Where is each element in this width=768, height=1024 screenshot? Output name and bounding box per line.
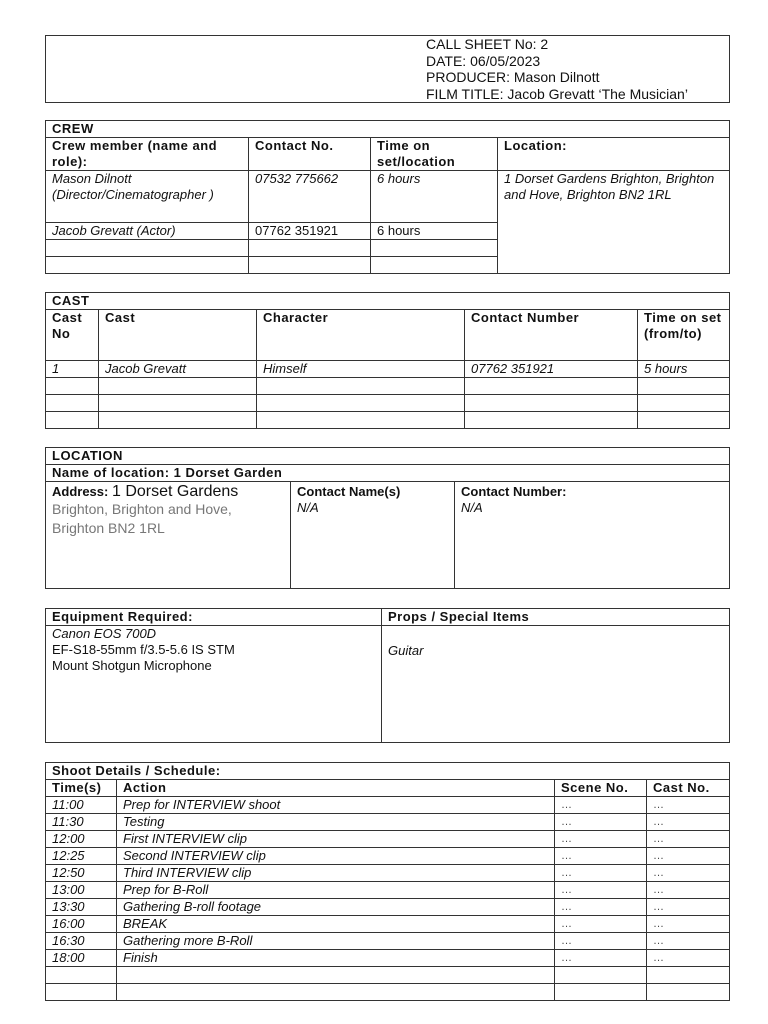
schedule-time: 12:50 [46,865,117,882]
schedule-cast: … [647,950,730,967]
cast-character: Himself [257,361,465,378]
schedule-scene: … [555,899,647,916]
schedule-rows [46,797,730,1001]
cast-time: 5 hours [638,361,730,378]
schedule-header-scene: Scene No. [555,780,647,797]
crew-table [45,120,730,274]
cast-no: 1 [46,361,99,378]
location-table [45,447,730,589]
equipment-camera: Canon EOS 700D [52,626,157,641]
schedule-action [117,967,555,984]
cast-empty-cell [465,412,638,429]
cast-contact: 07762 351921 [465,361,638,378]
cast-empty-cell [257,412,465,429]
cast-table [45,292,730,429]
crew-time: 6 hours [371,223,498,240]
crew-empty-cell [46,240,249,257]
schedule-cast: … [647,814,730,831]
crew-empty-cell [46,257,249,274]
cast-header-cast: Cast [99,310,257,361]
crew-contact: 07762 351921 [249,223,371,240]
schedule-scene: … [555,950,647,967]
contact-number-label: Contact Number: [461,484,567,499]
call-sheet-number: CALL SHEET No: 2 [426,36,549,52]
schedule-row [46,933,730,950]
schedule-scene: … [555,933,647,950]
schedule-scene: … [555,865,647,882]
contact-number-value: N/A [461,500,483,515]
schedule-time [46,967,117,984]
cast-empty-cell [99,395,257,412]
crew-member: Jacob Grevatt (Actor) [46,223,249,240]
cast-empty-cell [46,395,99,412]
crew-header-member: Crew member (name and role): [46,138,249,171]
schedule-scene: … [555,848,647,865]
cast-empty-cell [638,395,730,412]
cast-empty-cell [638,412,730,429]
schedule-action: Gathering more B-Roll [117,933,555,950]
schedule-action: Finish [117,950,555,967]
schedule-row [46,950,730,967]
crew-member: Mason Dilnott (Director/Cinematographer ) [46,171,249,223]
crew-header-location: Location: [498,138,730,171]
crew-title: CREW [46,121,730,138]
crew-empty-cell [249,240,371,257]
crew-header-time: Time on set/location [371,138,498,171]
schedule-row [46,916,730,933]
schedule-cast: … [647,797,730,814]
location-contact-number [455,482,730,589]
schedule-action: Gathering B-roll footage [117,899,555,916]
schedule-row [46,848,730,865]
schedule-action: Prep for B-Roll [117,882,555,899]
schedule-action: Third INTERVIEW clip [117,865,555,882]
schedule-action: First INTERVIEW clip [117,831,555,848]
cast-empty-cell [99,378,257,395]
location-address [46,482,291,589]
schedule-title: Shoot Details / Schedule: [46,763,730,780]
schedule-cast: … [647,865,730,882]
cast-empty-cell [465,395,638,412]
schedule-cast [647,984,730,1001]
schedule-row [46,899,730,916]
cast-header-time: Time on set (from/to) [638,310,730,361]
schedule-row [46,967,730,984]
schedule-scene: … [555,882,647,899]
schedule-action: Testing [117,814,555,831]
schedule-time: 13:00 [46,882,117,899]
cast-name: Jacob Grevatt [99,361,257,378]
schedule-action: Second INTERVIEW clip [117,848,555,865]
crew-contact: 07532 775662 [249,171,371,223]
schedule-scene: … [555,831,647,848]
schedule-cast: … [647,916,730,933]
cast-empty-cell [257,378,465,395]
schedule-scene: … [555,814,647,831]
producer: PRODUCER: Mason Dilnott [426,69,600,85]
header-table [45,35,730,103]
crew-time: 6 hours [371,171,498,223]
cast-empty-cell [46,412,99,429]
schedule-time [46,984,117,1001]
cast-title: CAST [46,293,730,310]
schedule-time: 11:30 [46,814,117,831]
schedule-cast: … [647,882,730,899]
film-title: FILM TITLE: Jacob Grevatt ‘The Musician’ [426,85,688,102]
contact-name-value: N/A [297,500,319,515]
address-main: 1 Dorset Gardens [111,483,239,500]
schedule-time: 12:00 [46,831,117,848]
schedule-scene: … [555,916,647,933]
cast-empty-cell [46,378,99,395]
schedule-time: 11:00 [46,797,117,814]
equipment-header: Equipment Required: [46,609,382,626]
schedule-row [46,831,730,848]
location-title: LOCATION [46,448,730,465]
schedule-cast: … [647,831,730,848]
schedule-action [117,984,555,1001]
cast-header-contact: Contact Number [465,310,638,361]
schedule-row [46,814,730,831]
schedule-cast [647,967,730,984]
cast-header-character: Character [257,310,465,361]
schedule-scene [555,984,647,1001]
schedule-action: BREAK [117,916,555,933]
schedule-row [46,984,730,1001]
schedule-cast: … [647,899,730,916]
crew-empty-cell [371,240,498,257]
call-sheet-date: DATE: 06/05/2023 [426,52,541,69]
crew-empty-cell [371,257,498,274]
schedule-scene [555,967,647,984]
crew-header-contact: Contact No. [249,138,371,171]
cast-empty-cell [99,412,257,429]
location-contact-name [291,482,455,589]
schedule-row [46,882,730,899]
equipment-lens: EF-S18-55mm f/3.5-5.6 IS STM [52,642,235,657]
cast-empty-cell [638,378,730,395]
schedule-table [45,762,730,1001]
address-label: Address: [52,484,109,499]
cast-empty-cell [465,378,638,395]
schedule-header-cast: Cast No. [647,780,730,797]
schedule-action: Prep for INTERVIEW shoot [117,797,555,814]
equipment-list [46,626,382,743]
header-blank [46,36,427,103]
header-info [426,36,730,103]
cast-empty-cell [257,395,465,412]
equipment-table [45,608,730,743]
crew-empty-cell [249,257,371,274]
schedule-scene: … [555,797,647,814]
cast-header-no: Cast No [46,310,99,361]
schedule-header-action: Action [117,780,555,797]
contact-name-label: Contact Name(s) [297,484,401,499]
schedule-row [46,797,730,814]
equipment-microphone: Mount Shotgun Microphone [52,658,212,673]
location-name: Name of location: 1 Dorset Garden [46,465,730,482]
schedule-time: 18:00 [46,950,117,967]
schedule-row [46,865,730,882]
address-rest: Brighton, Brighton and Hove, Brighton BN2 1RL [52,501,232,536]
props-item: Guitar [388,643,424,658]
crew-location: 1 Dorset Gardens Brighton, Brighton and Hove, Brighton BN2 1RL [498,171,730,274]
schedule-time: 13:30 [46,899,117,916]
schedule-header-time: Time(s) [46,780,117,797]
schedule-cast: … [647,933,730,950]
props-list [382,626,730,743]
schedule-time: 12:25 [46,848,117,865]
schedule-time: 16:00 [46,916,117,933]
schedule-cast: … [647,848,730,865]
schedule-time: 16:30 [46,933,117,950]
props-header: Props / Special Items [382,609,730,626]
